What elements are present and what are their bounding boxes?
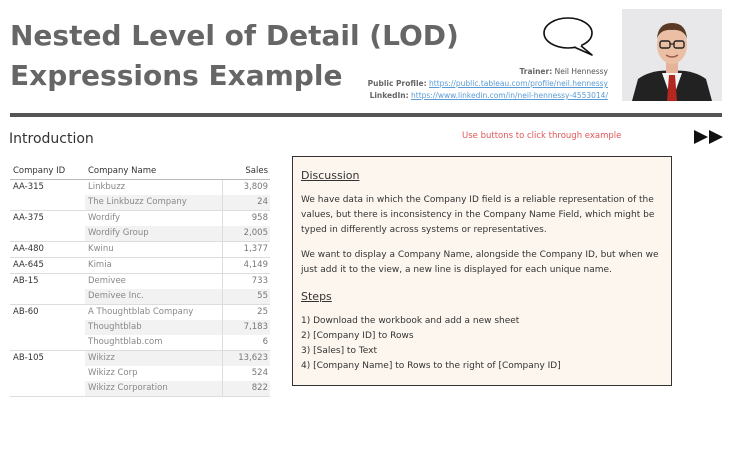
company-name-cell: The Linkbuzz Company	[88, 197, 187, 207]
company-name-cell: Demivee Inc.	[88, 291, 144, 301]
sales-cell: 822	[222, 381, 270, 396]
discussion-paragraph-1: We have data in which the Company ID field is a reliable representation of the values, but there is inconsistency in the Company Name Field, which might be typed in differently across systems or representatives.	[301, 195, 655, 235]
table-row[interactable]	[85, 258, 270, 273]
fast-forward-icon[interactable]	[693, 128, 725, 146]
table-group	[10, 242, 270, 258]
company-name-cell: Kimia	[88, 260, 112, 270]
company-id-cell[interactable]: AA-645	[13, 260, 44, 270]
company-name-cell: Linkbuzz	[88, 182, 126, 192]
steps-list	[301, 314, 663, 374]
column-header-company-id[interactable]: Company ID	[13, 166, 66, 176]
public-profile-line	[368, 78, 608, 90]
sales-cell: 24	[222, 195, 270, 210]
navigation-hint: Use buttons to click through example	[462, 131, 622, 141]
company-name-cell: Kwinu	[88, 244, 114, 254]
company-name-cell: Wikizz Corp	[88, 368, 138, 378]
company-id-cell[interactable]: AA-315	[13, 182, 44, 192]
public-profile-label: Public Profile:	[367, 79, 427, 88]
company-sales-table	[10, 164, 270, 397]
table-row[interactable]	[85, 289, 270, 304]
sales-cell: 524	[222, 366, 270, 381]
step-item: 2) [Company ID] to Rows	[301, 331, 414, 341]
step-item: 3) [Sales] to Text	[301, 346, 378, 356]
section-title: Introduction	[9, 131, 94, 147]
company-name-cell: Demivee	[88, 276, 126, 286]
table-group	[10, 305, 270, 351]
discussion-paragraph-2: We want to display a Company Name, alongside the Company ID, but when we just add it to the view, a new line is displayed for each unique name.	[301, 250, 659, 275]
sales-cell: 2,005	[222, 226, 270, 241]
sales-cell: 733	[222, 274, 270, 289]
table-group	[10, 211, 270, 242]
sales-cell: 25	[222, 305, 270, 320]
linkedin-line	[368, 90, 608, 102]
table-group	[10, 258, 270, 274]
table-row[interactable]	[85, 242, 270, 257]
sales-cell: 7,183	[222, 320, 270, 335]
company-id-cell[interactable]: AA-480	[13, 244, 44, 254]
public-profile-link[interactable]: https://public.tableau.com/profile/neil.hennessy	[429, 79, 608, 88]
step-item: 4) [Company Name] to Rows to the right of [Company ID]	[301, 361, 561, 371]
speech-bubble-icon[interactable]	[540, 15, 596, 57]
table-row[interactable]	[85, 195, 270, 210]
step-item: 1) Download the workbook and add a new sheet	[301, 316, 520, 326]
company-id-cell[interactable]: AA-375	[13, 213, 44, 223]
table-row[interactable]	[85, 211, 270, 226]
table-row[interactable]	[85, 226, 270, 241]
sales-cell: 6	[222, 335, 270, 350]
trainer-line	[368, 66, 608, 78]
company-name-cell: Thoughtblab.com	[88, 337, 163, 347]
company-name-cell: A Thoughtblab Company	[88, 307, 194, 317]
company-id-cell[interactable]: AB-60	[13, 307, 39, 317]
linkedin-link[interactable]: https://www.linkedin.com/in/neil-hennessy-4553014/	[411, 91, 608, 100]
title-line-2: Expressions Example	[10, 59, 343, 92]
company-id-cell[interactable]: AB-105	[13, 353, 44, 363]
table-group	[10, 274, 270, 305]
company-id-cell[interactable]: AB-15	[13, 276, 39, 286]
company-name-cell: Thoughtblab	[88, 322, 142, 332]
linkedin-label: LinkedIn:	[369, 91, 409, 100]
table-row[interactable]	[85, 351, 270, 366]
sales-cell: 13,623	[222, 351, 270, 366]
sales-cell: 55	[222, 289, 270, 304]
table-row[interactable]	[85, 320, 270, 335]
table-row[interactable]	[85, 180, 270, 195]
steps-heading: Steps	[301, 290, 332, 303]
title-line-1: Nested Level of Detail (LOD)	[10, 19, 459, 52]
company-name-cell: Wikizz Corporation	[88, 383, 168, 393]
trainer-info	[368, 66, 608, 102]
table-row[interactable]	[85, 366, 270, 381]
discussion-panel	[292, 156, 672, 386]
company-name-cell: Wikizz	[88, 353, 115, 363]
table-header	[10, 164, 270, 180]
table-row[interactable]	[85, 305, 270, 320]
discussion-heading: Discussion	[301, 169, 360, 182]
table-group	[10, 351, 270, 397]
sales-cell: 1,377	[222, 242, 270, 257]
sales-cell: 3,809	[222, 180, 270, 195]
table-row[interactable]	[85, 274, 270, 289]
trainer-photo	[622, 9, 722, 101]
trainer-name: Neil Hennessy	[554, 67, 608, 76]
sales-cell: 4,149	[222, 258, 270, 273]
header-divider	[10, 113, 722, 117]
table-row[interactable]	[85, 335, 270, 350]
table-row[interactable]	[85, 381, 270, 396]
sales-cell: 958	[222, 211, 270, 226]
column-header-sales[interactable]: Sales	[245, 166, 268, 176]
column-header-company-name[interactable]: Company Name	[88, 166, 157, 176]
trainer-label: Trainer:	[519, 67, 553, 76]
company-name-cell: Wordify	[88, 213, 121, 223]
table-group	[10, 180, 270, 211]
company-name-cell: Wordify Group	[88, 228, 149, 238]
